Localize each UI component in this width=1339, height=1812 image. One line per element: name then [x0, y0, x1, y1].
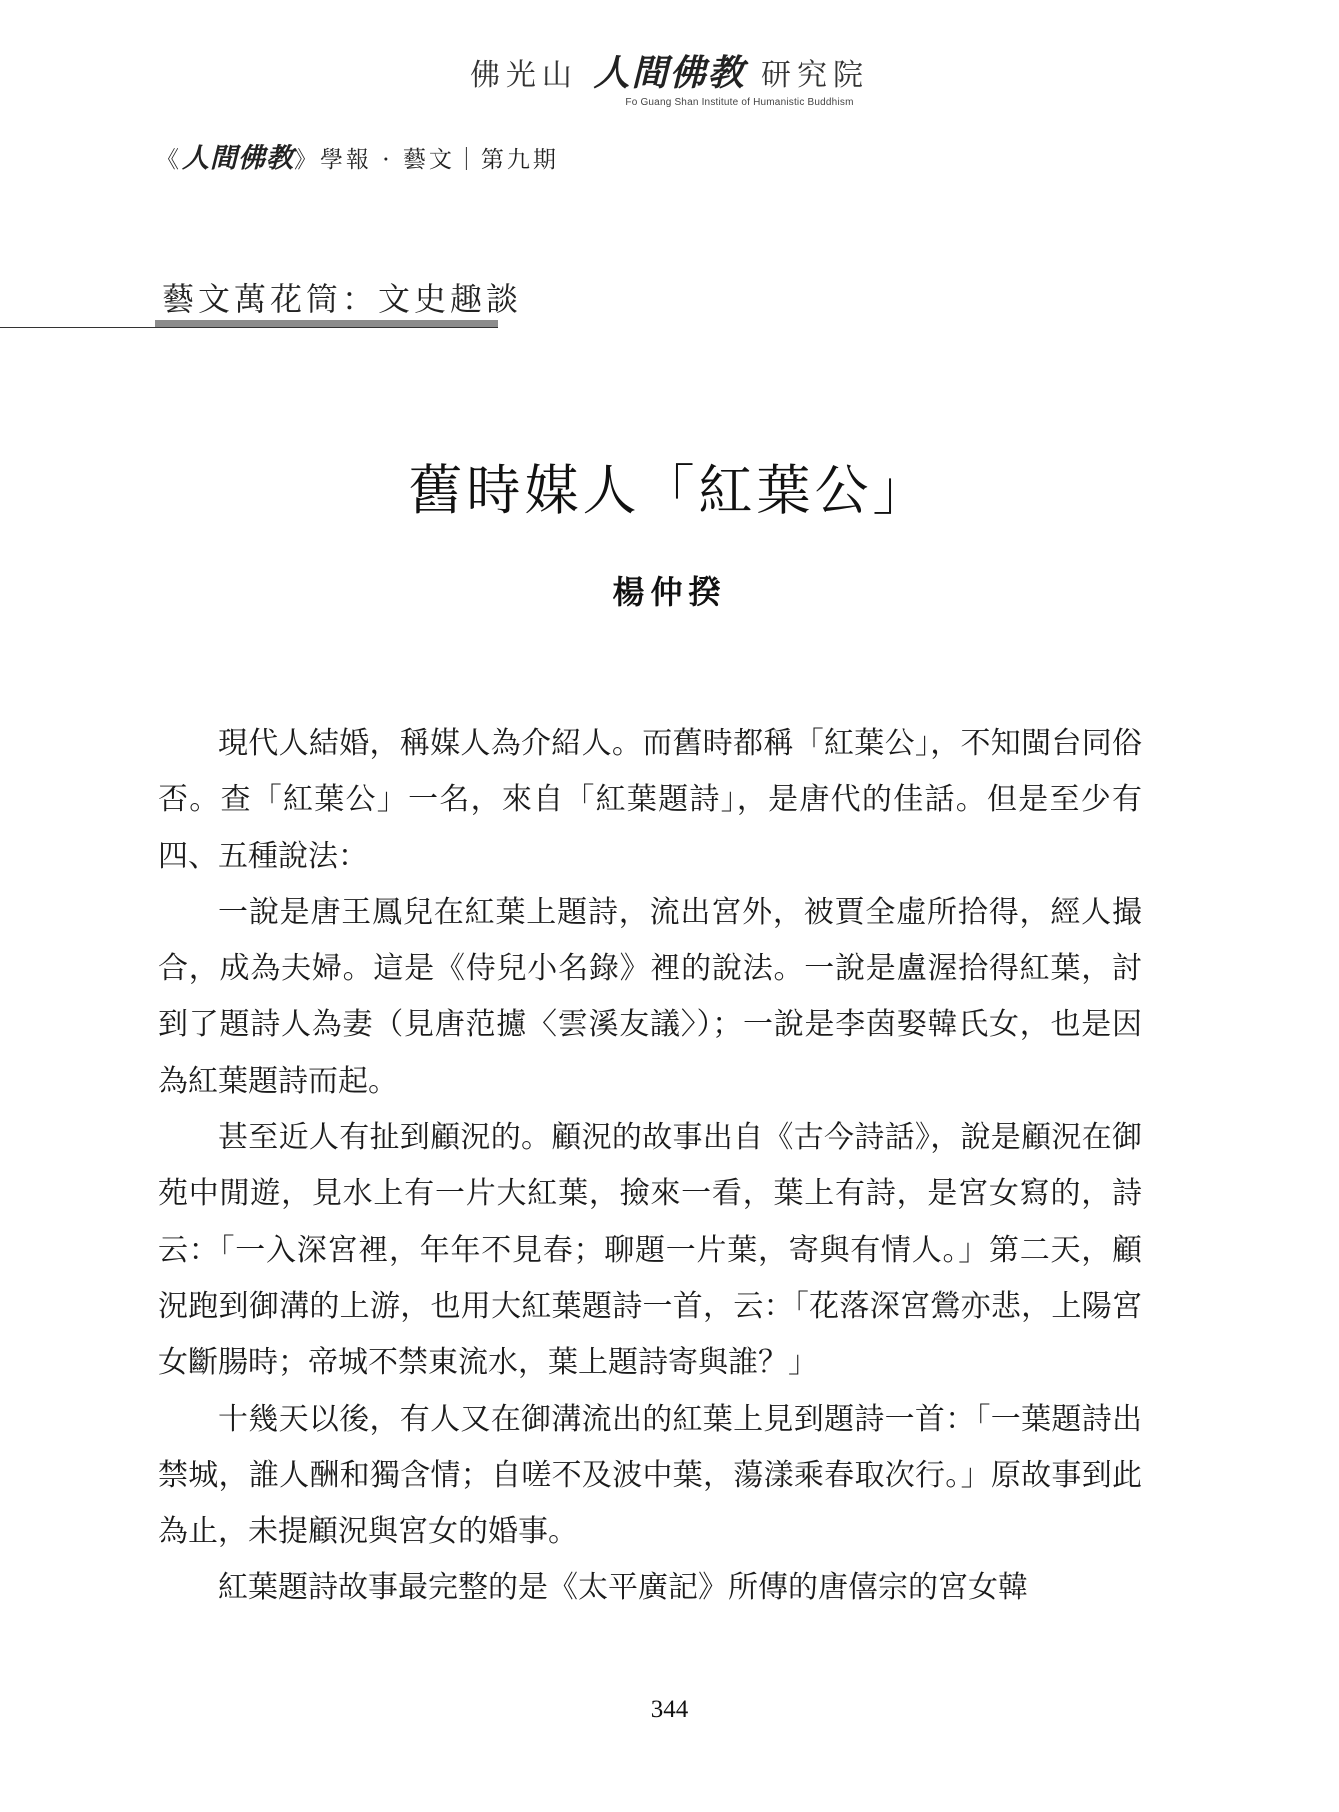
institute-prefix: 佛光山: [469, 58, 578, 93]
article-body: [158, 716, 1142, 1617]
paragraph: 紅葉題詩故事最完整的是《太平廣記》所傳的唐僖宗的宮女韓: [218, 1570, 1028, 1606]
institute-header: [0, 52, 1339, 108]
institute-brand-logo: 人間佛教: [593, 53, 746, 94]
institute-name: [0, 52, 1339, 95]
institute-english-name: Fo Guang Shan Institute of Humanistic Buddhism: [625, 97, 854, 109]
section-label: 藝文萬花筒：文史趣談: [162, 280, 523, 318]
paragraph: 現代人結婚，稱媒人為介紹人。而舊時都稱「紅葉公」，不知閩台同俗否。查「紅葉公」一名，來自「紅葉題詩」，是唐代的佳話。但是至少有四、五種說法：: [158, 726, 1142, 874]
paragraph: 甚至近人有扯到顧況的。顧況的故事出自《古今詩話》，說是顧況在御苑中閒遊，見水上有一片大紅葉，撿來一看，葉上有詩，是宮女寫的，詩云：「一入深宮裡，年年不見春；聊題一片葉，寄與有情人。」第二天，顧況跑到御溝的上游，也用大紅葉題詩一首，云：「花落深宮鶯亦悲，上陽宮女斷腸時；帝城不禁東流水，葉上題詩寄與誰？」: [158, 1120, 1142, 1381]
journal-running-head: [156, 136, 559, 175]
paragraph: 十幾天以後，有人又在御溝流出的紅葉上見到題詩一首：「一葉題詩出禁城，誰人酬和獨含情；自嗟不及波中葉，蕩漾乘春取次行。」原故事到此為止，未提顧況與宮女的婚事。: [158, 1401, 1142, 1550]
journal-open-bracket: 《: [156, 147, 182, 173]
article-author: 楊仲揆: [612, 573, 727, 611]
journal-brand-logo: 人間佛教: [182, 143, 294, 174]
section-underline-rule: [0, 327, 498, 328]
page-number: 344: [650, 1696, 689, 1723]
institute-suffix: 研究院: [761, 58, 870, 93]
journal-issue: 》學報 · 藝文｜第九期: [294, 147, 559, 173]
section-underline-bar: [155, 320, 498, 327]
article-title: 舊時媒人「紅葉公」: [408, 459, 931, 522]
paragraph: 一說是唐王鳳兒在紅葉上題詩，流出宮外，被賈全虛所拾得，經人撮合，成為夫婦。這是《侍兒小名錄》裡的說法。一說是盧渥拾得紅葉，討到了題詩人為妻（見唐范攄〈雲溪友議〉）；一說是李茵娶韓氏女，也是因為紅葉題詩而起。: [158, 894, 1142, 1099]
